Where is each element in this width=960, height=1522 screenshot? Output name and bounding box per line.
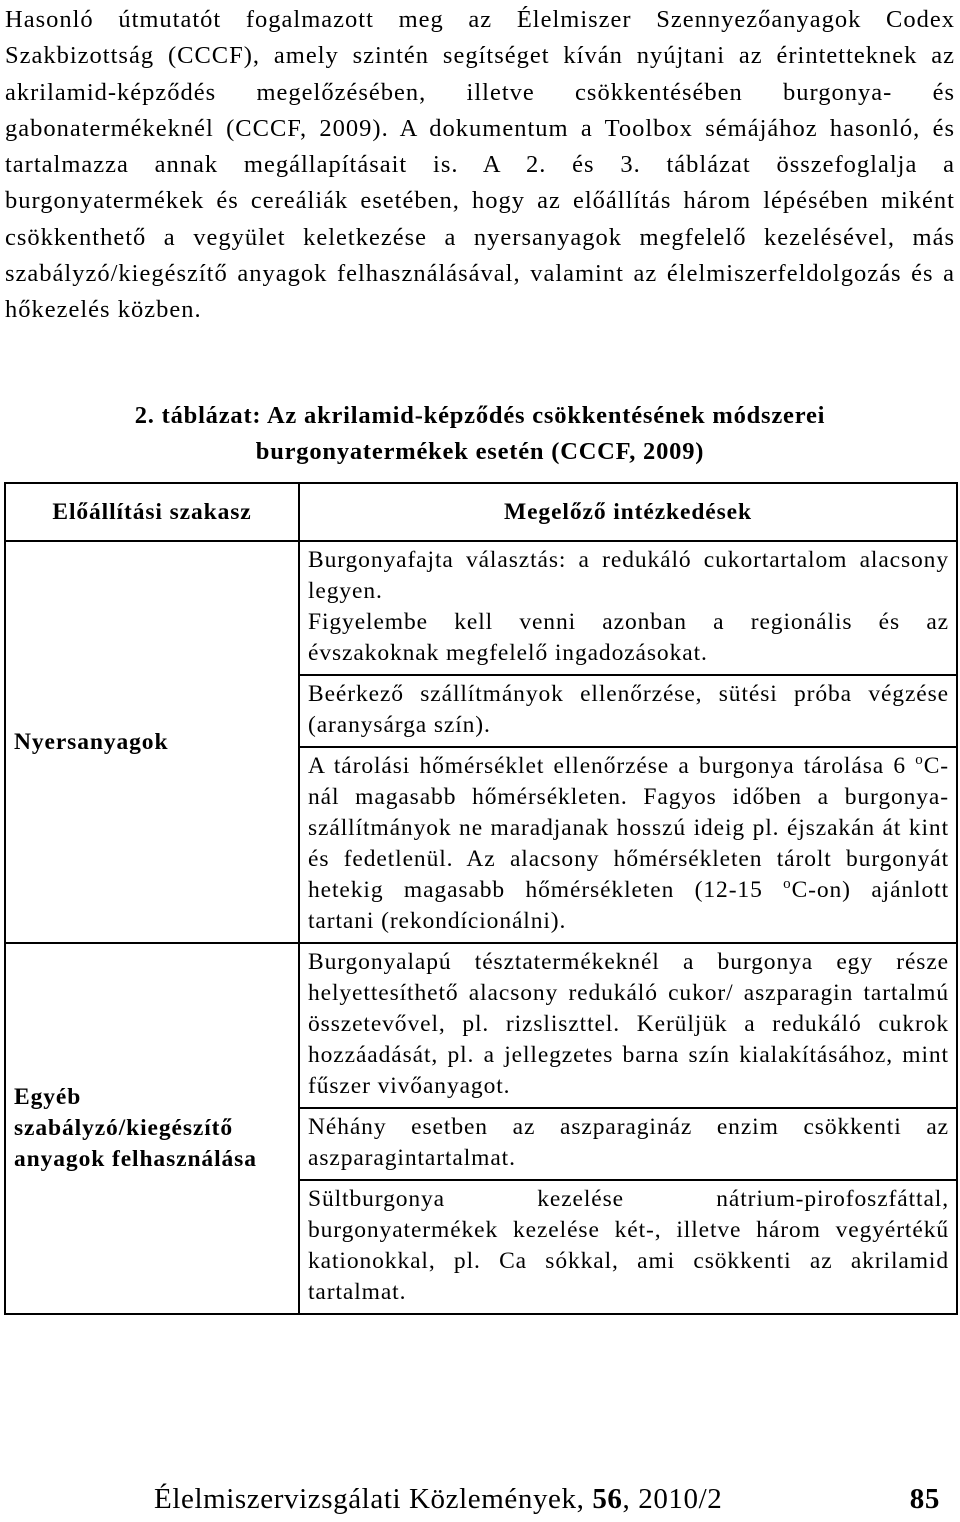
journal-volume: 56 [592,1483,623,1515]
header-stage: Előállítási szakasz [5,483,299,541]
table-caption [0,398,960,470]
measure-cell [299,1108,957,1180]
table-row [5,943,957,1108]
header-measures: Megelőző intézkedések [299,483,957,541]
measure-text: Néhány esetben az aszparagináz enzim csökkenti az aszparagintartalmat. [308,1114,949,1171]
measure-cell [299,943,957,1108]
measure-text: C-nál magasabb hőmérsékleten. Fagyos időben a burgonya-szállítmányok ne maradjanak hosszú ideig pl. éjszakán át kint és fedetlenül. Az alacsony hőmérsékleten tárolt burgonyát hetekig magasabb hőmérsékleten (12-15 [308,753,949,903]
measure-cell [299,1180,957,1314]
degree-superscript: o [915,752,924,769]
measure-text: Burgonyalapú tésztatermékeknél a burgonya egy része helyettesíthető alacsony redukáló cukor/ aszparagin tartalmú összetevővel, pl. rizsliszttel. Kerüljük a redukáló cukrok hozzáadását, pl. a jellegzetes barna szín kialakításához, mint fűszer vivőanyagot. [308,949,949,1099]
measure-cell [299,541,957,675]
methods-table [4,482,958,1315]
page-number: 85 [909,1483,940,1515]
measure-text: A tárolási hőmérséklet ellenőrzése a burgonya tárolása 6 [308,753,916,779]
measure-text: Burgonyafajta választás: a redukáló cukortartalom alacsony legyen. [308,547,949,604]
table-caption-line-1: 2. táblázat: Az akrilamid-képződés csökkentésének módszerei [134,402,826,429]
stage-other-additives: Egyéb szabályzó/kiegészítő anyagok felhasználása [5,943,299,1314]
intro-paragraph: Hasonló útmutatót fogalmazott meg az Élelmiszer Szennyezőanyagok Codex Szakbizottság (CCCF), amely szintén segítséget kíván nyújtani az érintetteknek az akrilamid-képződés megelőzésében, illetve csökkentésében burgonya- és gabonatermékeknél (CCCF, 2009). A dokumentum a Toolbox sémájához hasonló, és tartalmazza annak megállapításait is. A 2. és 3. táblázat összefoglalja a burgonyatermékek és cereáliák esetében, hogy az előállítás három lépésében miként csökkenthető a vegyület keletkezése a nyersanyagok megfelelő kezelésével, más szabályzó/kiegészítő anyagok felhasználásával, valamint az élelmiszerfeldolgozás és a hőkezelés közben. [5,6,955,324]
degree-superscript: o [783,876,792,893]
journal-name: Élelmiszervizsgálati Közlemények, [154,1483,593,1515]
measure-text: C-on) ajánlott tartani (rekondícionálni). [308,877,949,934]
measure-text: Figyelembe kell venni azonban a regionális és az évszakoknak megfelelő ingadozásokat. [308,609,949,666]
table-caption-line-2: burgonyatermékek esetén (CCCF, 2009) [255,438,705,465]
table-row [5,541,957,675]
measure-cell [299,675,957,747]
measure-text: Beérkező szállítmányok ellenőrzése, sütési próba végzése (aranysárga szín). [308,681,949,738]
stage-raw-materials: Nyersanyagok [5,541,299,943]
journal-citation [154,1481,722,1517]
measure-text: Sültburgonya kezelése nátrium-pirofoszfáttal, burgonyatermékek kezelése két-, illetve három vegyértékű kationokkal, pl. Ca sókkal, ami csökkenti az akrilamid tartalmat. [308,1186,949,1305]
journal-issue: , 2010/2 [622,1483,723,1515]
table-header-row [5,483,957,541]
measure-cell [299,747,957,943]
